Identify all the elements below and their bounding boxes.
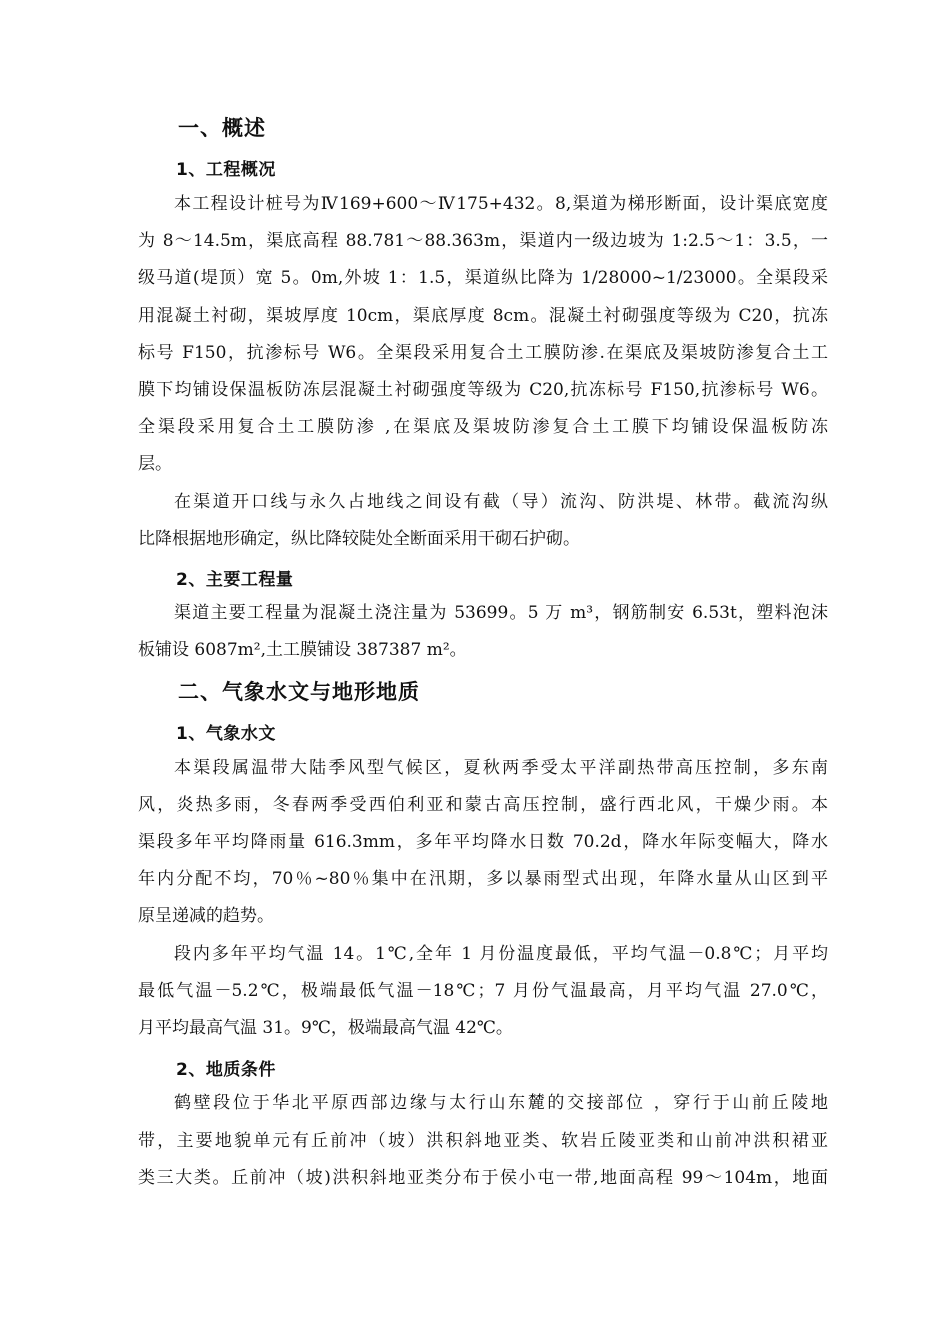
paragraph-line: 层。 <box>138 454 172 474</box>
paragraph-line: 膜下均铺设保温板防冻层混凝土衬砌强度等级为 C20,抗冻标号 F150,抗渗标号 W6。 <box>138 380 828 400</box>
paragraph-line: 全渠段采用复合土工膜防渗 ,在渠底及渠坡防渗复合土工膜下均铺设保温板防冻 <box>138 417 828 437</box>
subsection-2-2-heading: 2、地质条件 <box>176 1060 276 1080</box>
subsection-1-1-heading: 1、工程概况 <box>176 160 276 180</box>
paragraph-line: 本工程设计桩号为Ⅳ169+600～Ⅳ175+432。8,渠道为梯形断面，设计渠底宽度 <box>174 194 828 214</box>
subsection-2-1-heading: 1、气象水文 <box>176 724 276 744</box>
paragraph-line: 类三大类。丘前冲（坡)洪积斜地亚类分布于侯小屯一带,地面高程 99～104m，地面 <box>138 1168 828 1188</box>
subsection-1-2-heading: 2、主要工程量 <box>176 570 294 590</box>
paragraph-line: 带，主要地貌单元有丘前冲（坡）洪积斜地亚类、软岩丘陵亚类和山前冲洪积裙亚 <box>138 1131 828 1151</box>
paragraph-line: 在渠道开口线与永久占地线之间设有截（导）流沟、防洪堤、林带。截流沟纵 <box>174 492 828 512</box>
paragraph-line: 板铺设 6087m²,土工膜铺设 387387 m²。 <box>138 640 467 660</box>
paragraph-line: 原呈递减的趋势。 <box>138 906 274 926</box>
paragraph-line: 级马道(堤顶）宽 5。0m,外坡 1：1.5，渠道纵比降为 1/28000~1/23000。全渠段采 <box>138 268 828 288</box>
paragraph-line: 年内分配不均，70％~80％集中在汛期，多以暴雨型式出现，年降水量从山区到平 <box>138 869 828 889</box>
paragraph-line: 标号 F150，抗渗标号 W6。全渠段采用复合土工膜防渗.在渠底及渠坡防渗复合土工 <box>138 343 828 363</box>
paragraph-line: 用混凝土衬砌，渠坡厚度 10cm，渠底厚度 8cm。混凝土衬砌强度等级为 C20，抗冻 <box>138 306 828 326</box>
paragraph-line: 比降根据地形确定，纵比降较陡处全断面采用干砌石护砌。 <box>138 529 580 549</box>
paragraph-line: 渠道主要工程量为混凝土浇注量为 53699。5 万 m³，钢筋制安 6.53t，塑料泡沫 <box>174 603 828 623</box>
paragraph-line: 本渠段属温带大陆季风型气候区，夏秋两季受太平洋副热带高压控制，多东南 <box>174 758 828 778</box>
paragraph-line: 渠段多年平均降雨量 616.3mm，多年平均降水日数 70.2d，降水年际变幅大，降水 <box>138 832 828 852</box>
paragraph-line: 鹤壁段位于华北平原西部边缘与太行山东麓的交接部位 ，穿行于山前丘陵地 <box>174 1093 828 1113</box>
paragraph-line: 最低气温－5.2℃，极端最低气温－18℃；7 月份气温最高，月平均气温 27.0℃， <box>138 981 828 1001</box>
paragraph-line: 风，炎热多雨，冬春两季受西伯利亚和蒙古高压控制，盛行西北风，干燥少雨。本 <box>138 795 828 815</box>
paragraph-line: 为 8～14.5m，渠底高程 88.781～88.363m，渠道内一级边坡为 1:2.5～1：3.5，一 <box>138 231 828 251</box>
paragraph-line: 月平均最高气温 31。9℃，极端最高气温 42℃。 <box>138 1018 513 1038</box>
paragraph-line: 段内多年平均气温 14。1℃,全年 1 月份温度最低，平均气温－0.8℃；月平均 <box>174 944 828 964</box>
section-1-heading: 一、概述 <box>178 116 266 140</box>
section-2-heading: 二、气象水文与地形地质 <box>178 680 420 704</box>
